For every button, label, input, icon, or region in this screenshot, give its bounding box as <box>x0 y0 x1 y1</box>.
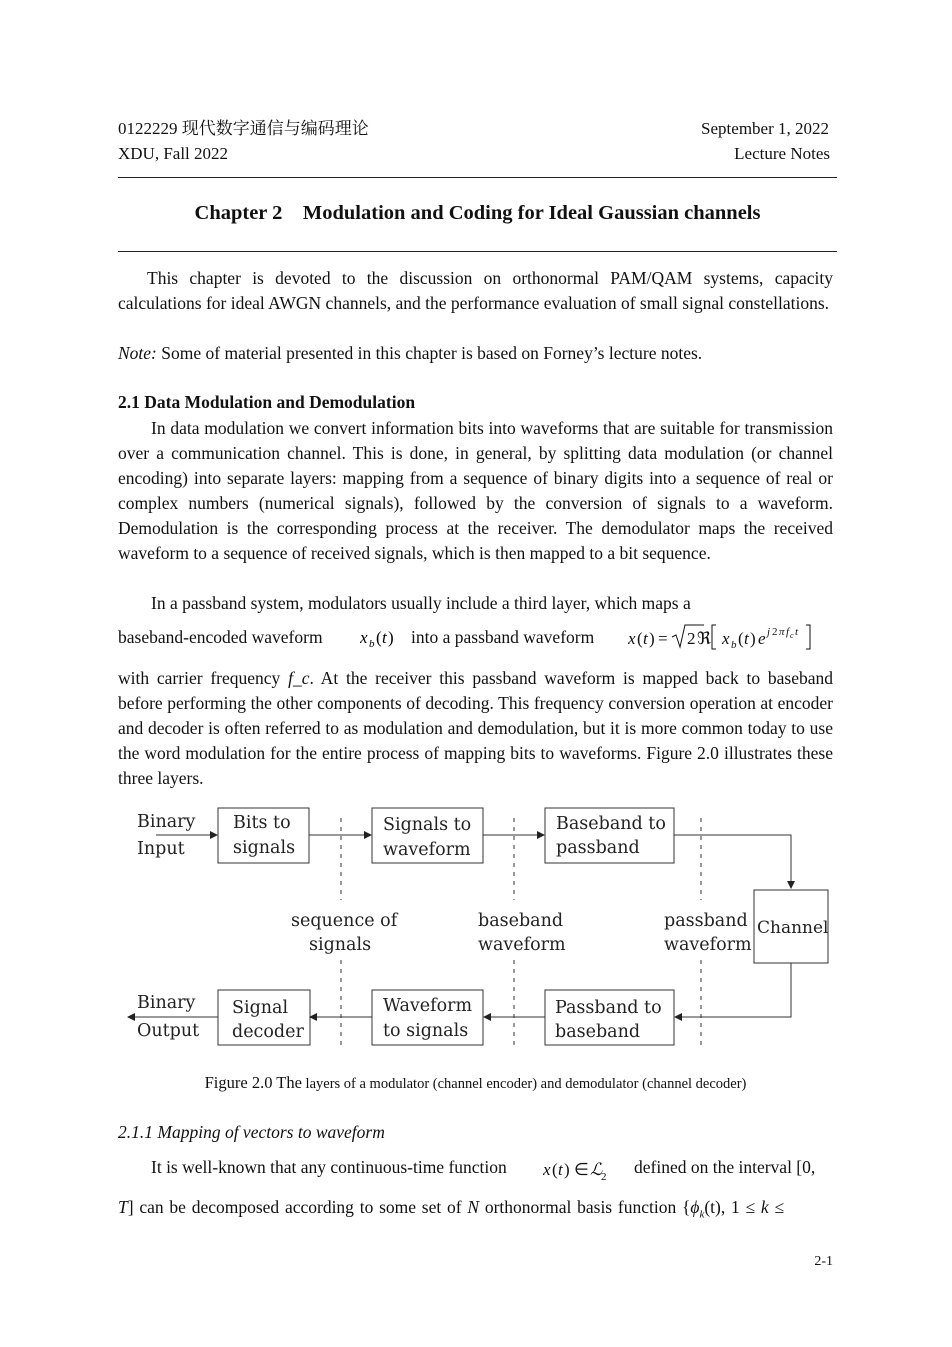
channel-label: Channel <box>757 918 829 938</box>
k-symbol: k <box>760 1197 769 1217</box>
course-title: 0122229 现代数字通信与编码理论 <box>118 119 369 138</box>
svg-text:(: ( <box>376 628 382 647</box>
sub-line2-text-d: (t), 1 ≤ <box>704 1197 761 1217</box>
sub-line2-text-e: ≤ <box>768 1197 785 1217</box>
section-paragraph-2-line1: In a passband system, modulators usually include a third layer, which maps a <box>151 593 691 613</box>
formula-passband-render <box>628 621 840 651</box>
sequence-of-signals-label-1: sequence of <box>291 911 398 931</box>
para2-text-b: . At the receiver this passband waveform is mapped back to baseband before performing the other components of decoding. This frequency conversion operation at encoder and decoder is often referred to as modulation and demodulation, but it is more common today to use the word modulation for the entire process of mapping bits to waveforms. Figure 2.0 illustrates these three layers. <box>118 668 833 788</box>
section-paragraph-1: In data modulation we convert information bits into waveforms that are suitable for transmission over a communication channel. This is done, in general, by splitting data modulation (or channel encoding) into separate layers: mapping from a sequence of binary digits into a sequence of real or complex numbers (numerical signals), followed by the conversion of signals to a waveform. Demodulation is the corresponding process at the receiver. The demodulator maps the received waveform to a sequence of received signals, which is then mapped to a bit sequence. <box>118 418 833 563</box>
svg-text:): ) <box>649 629 655 648</box>
arrow-from-channel <box>684 963 791 1017</box>
sub-line2-text-c: orthonormal basis function { <box>479 1197 691 1217</box>
passband-to-baseband-label-2: baseband <box>555 1022 641 1042</box>
svg-text:x: x <box>722 629 730 648</box>
baseband-to-passband-label-2: passband <box>556 838 640 858</box>
subsection-line-2 <box>118 1197 838 1221</box>
passband-to-baseband-label-1: Passband to <box>555 998 662 1018</box>
layers-diagram <box>118 800 838 1052</box>
subsection-heading: 2.1.1 Mapping of vectors to waveform <box>118 1122 385 1142</box>
svg-text:(: ( <box>738 629 744 648</box>
formula-line-text-b: into a passband waveform <box>411 627 595 647</box>
svg-text:t: t <box>558 1160 563 1179</box>
signals-to-waveform-label-2: waveform <box>383 840 471 860</box>
para2-text-a: with carrier frequency <box>118 668 289 688</box>
phi-subscript: k <box>699 1208 705 1221</box>
binary-input-label-2: Input <box>137 839 185 859</box>
svg-text:): ) <box>750 629 756 648</box>
bits-to-signals-label-1: Bits to <box>233 813 291 833</box>
binary-output-label-1: Binary <box>137 993 196 1013</box>
svg-text:t: t <box>643 629 648 648</box>
svg-text:2: 2 <box>772 626 778 638</box>
subsection-line-1 <box>151 1155 841 1183</box>
N-symbol: N <box>467 1197 480 1217</box>
svg-text:(: ( <box>637 629 643 648</box>
svg-text:b: b <box>731 639 737 651</box>
svg-text:x: x <box>543 1160 551 1179</box>
passband-waveform-label-1: passband <box>664 911 748 931</box>
baseband-waveform-label-2: waveform <box>478 935 566 955</box>
svg-text:π: π <box>779 626 785 638</box>
waveform-to-signals-label-1: Waveform <box>383 996 473 1016</box>
sequence-of-signals-label-2: signals <box>309 935 372 955</box>
sub-line2-text-b: ] can be decomposed according to some set of <box>127 1197 468 1217</box>
svg-text:): ) <box>388 628 394 647</box>
svg-text:∈: ∈ <box>574 1160 589 1179</box>
svg-text:c: c <box>790 631 794 640</box>
svg-text:e: e <box>758 629 766 648</box>
sub-line1-text-b: defined on the interval [0, <box>634 1157 816 1177</box>
svg-text:t: t <box>744 629 749 648</box>
T-symbol: T <box>118 1197 128 1217</box>
svg-text:t: t <box>795 626 799 638</box>
binary-input-label-1: Binary <box>137 812 196 832</box>
section-heading: 2.1 Data Modulation and Demodulation <box>118 392 416 412</box>
svg-text:2: 2 <box>687 629 696 648</box>
svg-text:x: x <box>360 628 368 647</box>
intro-paragraph: This chapter is devoted to the discussion on orthonormal PAM/QAM systems, capacity calculations for ideal AWGN channels, and the performance evaluation of small signal constellations. <box>118 268 833 313</box>
svg-text:(: ( <box>552 1160 558 1179</box>
lecture-date: September 1, 2022 <box>701 119 829 138</box>
page-number: 2-1 <box>814 1254 833 1269</box>
binary-output-label-2: Output <box>137 1021 200 1041</box>
institution-term: XDU, Fall 2022 <box>118 144 229 163</box>
waveform-to-signals-label-2: to signals <box>383 1021 469 1041</box>
svg-text:b: b <box>369 638 375 650</box>
phi-symbol: ϕ <box>690 1197 700 1217</box>
intro-note <box>118 341 833 366</box>
chapter-title: Chapter 2 Modulation and Coding for Ideal Gaussian channels <box>194 202 761 224</box>
fc-symbol: f_c <box>288 668 310 688</box>
l2-membership-formula <box>543 1155 633 1183</box>
svg-text:t: t <box>382 628 387 647</box>
baseband-to-passband-label-1: Baseband to <box>556 814 666 834</box>
document-type: Lecture Notes <box>734 144 830 163</box>
svg-text:ℜ: ℜ <box>697 629 711 648</box>
sub-line1-text-a: It is well-known that any continuous-time function <box>151 1157 507 1177</box>
section-paragraph-2-rest <box>118 666 833 791</box>
note-text: Some of material presented in this chapter is based on Forney’s lecture notes. <box>156 343 703 363</box>
svg-text:): ) <box>564 1160 570 1179</box>
svg-text:f: f <box>786 626 790 638</box>
arrow-to-channel <box>674 835 791 887</box>
svg-text:=: = <box>658 629 668 648</box>
note-label: Note: <box>118 343 157 363</box>
signal-decoder-label-1: Signal <box>232 998 289 1018</box>
svg-text:ℒ: ℒ <box>590 1160 603 1179</box>
caption-small: layers of a modulator (channel encoder) and demodulator (channel decoder) <box>301 1076 747 1092</box>
figure-caption <box>118 1073 833 1093</box>
caption-main: Figure 2.0 The <box>204 1073 302 1092</box>
formula-line <box>118 621 838 651</box>
signal-decoder-label-2: decoder <box>232 1022 304 1042</box>
signals-to-waveform-label-1: Signals to <box>383 815 472 835</box>
svg-text:j: j <box>767 626 771 638</box>
formula-line-text-a: baseband-encoded waveform <box>118 627 323 647</box>
header-rule <box>118 177 837 178</box>
passband-waveform-label-2: waveform <box>664 935 752 955</box>
bits-to-signals-label-2: signals <box>233 838 296 858</box>
svg-text:x: x <box>628 629 636 648</box>
baseband-waveform-label-1: baseband <box>478 911 564 931</box>
title-rule <box>118 251 837 252</box>
svg-text:2: 2 <box>601 1171 607 1183</box>
